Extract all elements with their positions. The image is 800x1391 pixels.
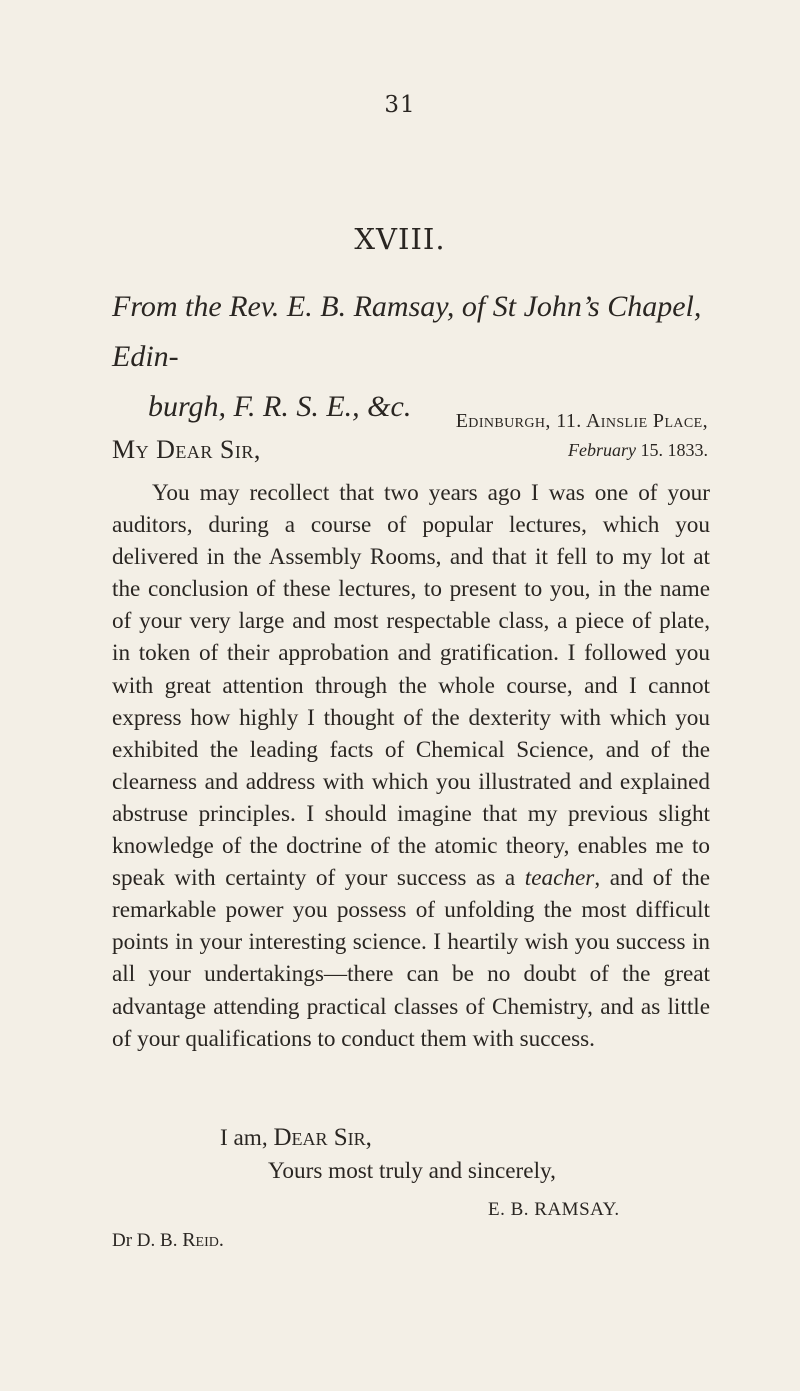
recipient	[112, 1229, 224, 1252]
letter-date-rest: 15. 1833.	[636, 440, 708, 460]
closing-line-1	[220, 1124, 372, 1152]
letter-place: Edinburgh, 11. Ainslie Place,	[455, 410, 708, 432]
letter-body	[112, 477, 710, 1055]
letter-body-part-1: You may recollect that two years ago I was one of your auditors, during a course of popular lectures, which you delivered in the Assembly Rooms, and that it fell to my lot at the conclusion of these lectures, to present to you, in the name of your very large and most respectable class, a piece of plate, in token of their approbation and gratification. I followed you with great attention through the whole course, and I cannot express how highly I thought of the dexterity with which you exhibited the leading facts of Chemical Science, and of the clearness and address with which you illustrated and explained abstruse principles. I should imagine that my previous slight knowledge of the doctrine of the atomic theory, enables me to speak with certainty of your success as a	[112, 480, 710, 892]
closing-address: Dear Sir,	[273, 1124, 372, 1151]
closing-line-2: Yours most truly and sincerely,	[268, 1158, 556, 1184]
page-number: 31	[384, 92, 416, 118]
recipient-prefix: Dr D. B.	[112, 1230, 183, 1251]
letter-date-month: February	[568, 440, 636, 460]
recipient-name: Reid.	[182, 1229, 224, 1251]
salutation: My Dear Sir,	[112, 435, 261, 464]
signature: E. B. RAMSAY.	[488, 1199, 620, 1220]
letter-body-part-2: , and of the remarkable power you possess of unfolding the most difficult points in your interesting science. I heartily wish you success in all your undertakings—there can be no doubt of the great advantage attending practical classes of Chemistry, and as little of your qualifications to conduct them with success.	[112, 865, 710, 1052]
letter-date	[408, 440, 708, 461]
heading-line-2: burgh, F. R. S. E., &c.	[148, 390, 412, 423]
closing-prefix: I am,	[220, 1125, 274, 1151]
letter-body-emphasis: teacher	[524, 865, 595, 892]
heading-line-1: From the Rev. E. B. Ramsay, of St John’s Chapel, Edin-	[112, 290, 702, 373]
section-number: XVIII.	[354, 222, 446, 256]
